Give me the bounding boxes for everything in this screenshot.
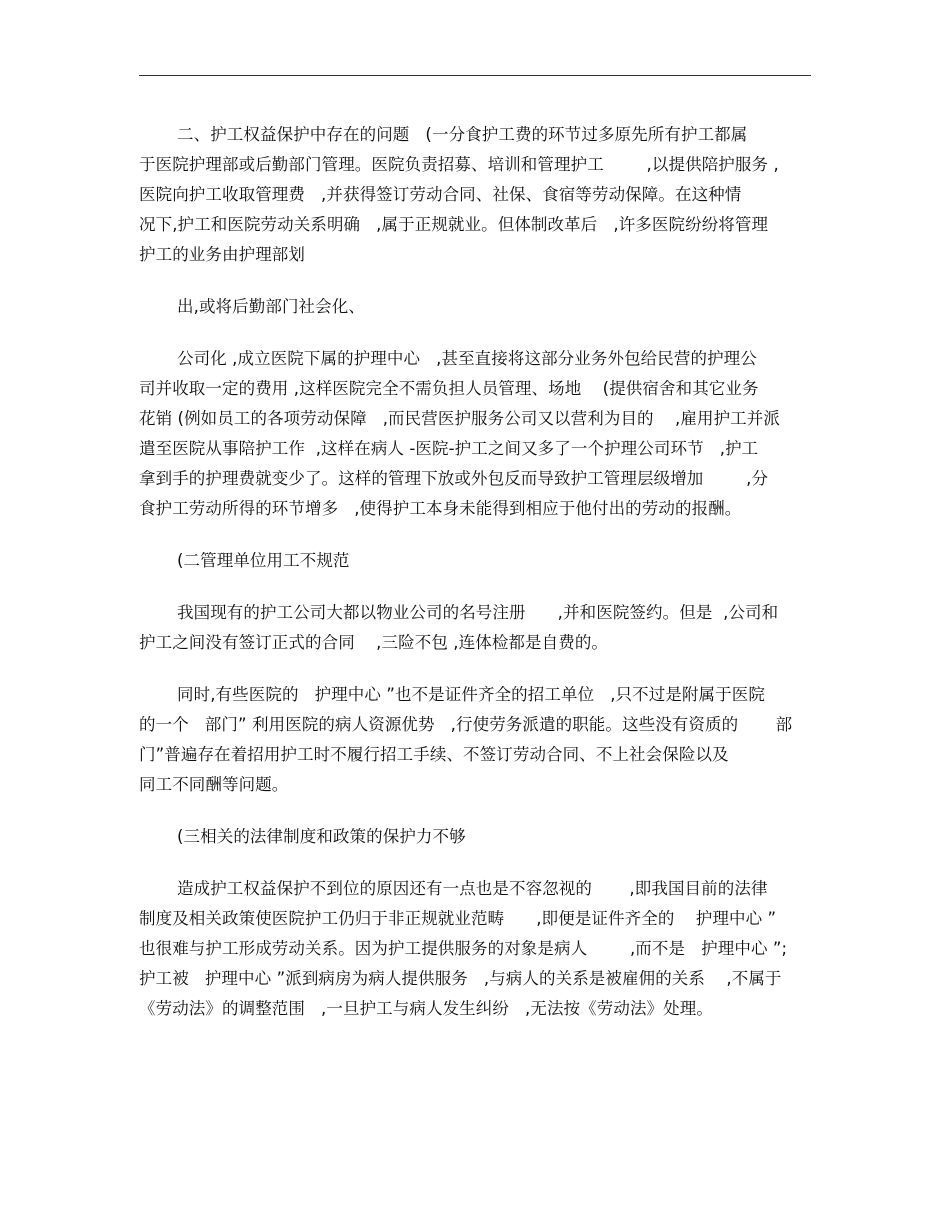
text-line: 我国现有的护工公司大都以物业公司的名号注册 ,并和医院签约。但是 ,公司和 [177,603,779,622]
text-line: 制度及相关政策使医院护工仍归于非正规就业范畴 ,即便是证件齐全的 护理中心 ” [139,909,777,928]
paragraph-8 [139,874,811,1024]
text-line: 的一个 部门” 利用医院的病人资源优势 ,行使劳务派遣的职能。这些没有资质的 部 [139,715,793,734]
text-line: 况下,护工和医院劳动关系明确 ,属于正规就业。但体制改革后 ,许多医院纷纷将管理 [139,215,769,234]
paragraph-3 [139,344,811,524]
text-line: 护工之间没有签订正式的合同 ,三险不包 ,连体检都是自费的。 [139,633,609,652]
text-line: 司并收取一定的费用 ,这样医院完全不需负担人员管理、场地 (提供宿舍和其它业务 [139,379,759,398]
section-heading-2 [139,546,811,576]
text-line: 同工不同酬等问题。 [139,775,289,794]
text-line: 造成护工权益保护不到位的原因还有一点也是不容忽视的 ,即我国目前的法律 [177,879,768,898]
text-line: 于医院护理部或后勤部门管理。医院负责招募、培训和管理护工 ,以提供陪护服务 , [139,155,779,174]
text-line: 同时,有些医院的 护理中心 ”也不是证件齐全的招工单位 ,只不过是附属于医院 [177,685,765,704]
paragraph-1 [139,120,811,270]
text-line: 医院向护工收取管理费 ,并获得签订劳动合同、社保、食宿等劳动保障。在这种情 [139,185,742,204]
text-line: 遣至医院从事陪护工作 ,这样在病人 -医院-护工之间又多了一个护理公司环节 ,护工 [139,439,759,458]
text-line: 拿到手的护理费就变少了。这样的管理下放或外包反而导致护工管理层级增加 ,分 [139,469,769,488]
text-line: 出,或将后勤部门社会化、 [177,297,365,316]
section-heading-3 [139,822,811,852]
paragraph-5 [139,598,811,658]
header-rule [139,75,811,76]
heading-line: (三相关的法律制度和政策的保护力不够 [177,827,466,846]
text-line: 二、护工权益保护中存在的问题 (一分食护工费的环节过多原先所有护工都属 [177,125,748,144]
text-line: 门”普遍存在着招用护工时不履行招工手续、不签订劳动合同、不上社会保险以及 [139,745,729,764]
heading-line: (二管理单位用工不规范 [177,551,350,570]
text-line: 《劳动法》的调整范围 ,一旦护工与病人发生纠纷 ,无法按《劳动法》处理。 [139,999,713,1018]
document-body [139,120,811,1046]
text-line: 花销 (例如员工的各项劳动保障 ,而民营医护服务公司又以营利为目的 ,雇用护工并派 [139,409,780,428]
text-line: 护工的业务由护理部划 [139,245,305,264]
text-line: 公司化 ,成立医院下属的护理中心 ,甚至直接将这部分业务外包给民营的护理公 [177,349,757,368]
paragraph-2 [139,292,811,322]
paragraph-6 [139,680,811,800]
text-line: 也很难与护工形成劳动关系。因为护工提供服务的对象是病人 ,而不是 护理中心 ”; [139,939,788,958]
text-line: 食护工劳动所得的环节增多 ,使得护工本身未能得到相应于他付出的劳动的报酬。 [139,499,742,518]
text-line: 护工被 护理中心 ”派到病房为病人提供服务 ,与病人的关系是被雇佣的关系 ,不属于 [139,969,782,988]
